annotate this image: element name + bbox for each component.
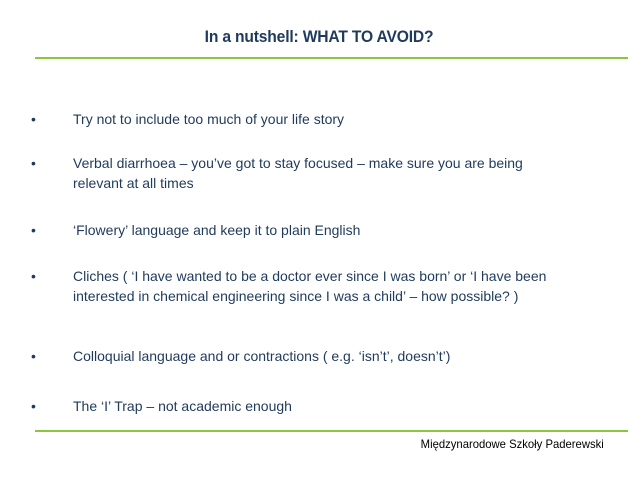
slide-title: In a nutshell: WHAT TO AVOID? <box>204 27 434 46</box>
footer-divider <box>35 430 628 432</box>
bullet-text: ‘Flowery’ language and keep it to plain English <box>73 222 361 238</box>
bullet-icon: • <box>31 155 36 171</box>
footer-text: Międzynarodowe Szkoły Paderewski <box>420 437 604 451</box>
bullet-text: Try not to include too much of your life story <box>73 111 345 127</box>
bullet-icon: • <box>31 111 36 127</box>
bullet-icon: • <box>31 268 36 284</box>
bullet-icon: • <box>31 222 36 238</box>
bullet-text: Colloquial language and or contractions ( e.g. ‘isn’t’, doesn’t’) <box>73 348 451 364</box>
bullet-icon: • <box>31 398 36 414</box>
bullet-text: Verbal diarrhoea – you’ve got to stay focused – make sure you are being relevant at all times <box>73 155 523 191</box>
bullet-text: Cliches ( ‘I have wanted to be a doctor ever since I was born’ or ‘I have been interested in chemical engineering since I was a child’ – how possible? ) <box>73 268 547 304</box>
bullet-text: The ‘I’ Trap – not academic enough <box>73 398 292 414</box>
bullet-icon: • <box>31 348 36 364</box>
